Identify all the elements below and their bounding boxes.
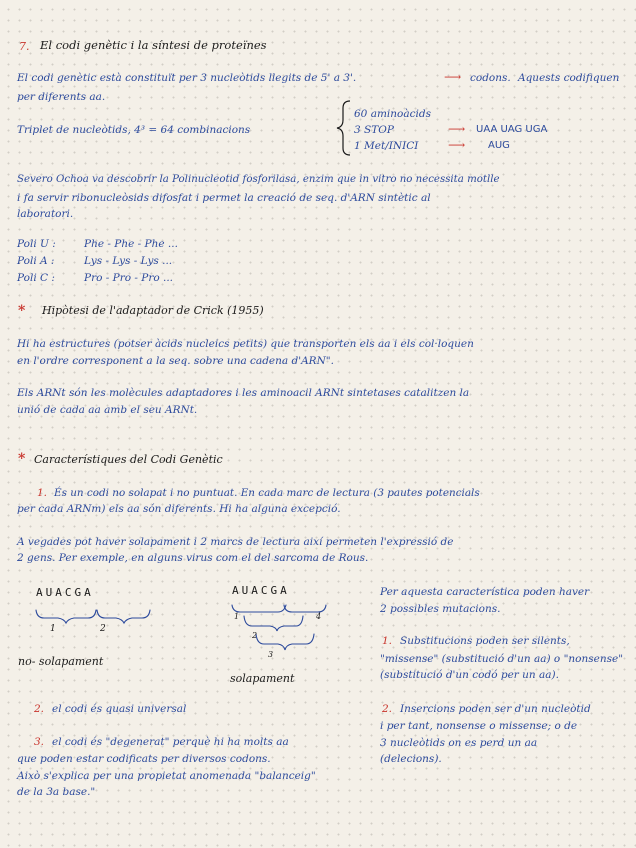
section-title: Hipòtesi de l'adaptador de Crick (1955) bbox=[42, 304, 264, 317]
frame-number: 4 bbox=[316, 612, 322, 621]
sequence-right: AUACGA bbox=[232, 584, 290, 597]
mutation-line: Substitucions poden ser silents, bbox=[400, 635, 570, 647]
mutation-line: (delecions). bbox=[380, 753, 442, 765]
intro-line: El codi genètic està constituït per 3 nucleòtids llegits de 5' a 3'. bbox=[17, 72, 357, 84]
ochoa-line: Severo Ochoa va descobrir la Polinucleotid fosforilasa, enzim que in vitro no necessita motlle bbox=[17, 174, 500, 185]
section-title: Característiques del Codi Genètic bbox=[34, 453, 223, 466]
mutation-number: 1. bbox=[382, 635, 393, 647]
mutation-number: 2. bbox=[382, 703, 393, 715]
poli-label: Poli U : bbox=[17, 238, 56, 250]
ochoa-line: i fa servir ribonucleòsids difosfat i permet la creació de seq. d'ARN sintètic al bbox=[17, 192, 431, 204]
sequence-left: AUACGA bbox=[36, 586, 94, 599]
frame-number: 3 bbox=[268, 650, 274, 659]
mutation-intro: 2 possibles mutacions. bbox=[380, 603, 501, 615]
poli-label: Poli C : bbox=[17, 272, 55, 284]
point-number: 3. bbox=[34, 736, 45, 748]
point-line: el codi és "degenerat" perquè hi ha molts aa bbox=[52, 736, 289, 748]
combo-item: 1 Met/INICI bbox=[354, 140, 419, 152]
label-non-overlap: no- solapament bbox=[18, 655, 104, 668]
point-number: 1. bbox=[37, 487, 48, 499]
point-line: de la 3a base." bbox=[17, 786, 96, 798]
section-number: 7. bbox=[19, 40, 30, 53]
arnt-line: Els ARNt són les molècules adaptadores i les aminoacil ARNt sintetases catalitzen la bbox=[17, 387, 470, 399]
combo-result: AUG bbox=[488, 140, 510, 151]
arrow-icon: ⟶ bbox=[448, 138, 466, 152]
poli-label: Poli A : bbox=[17, 255, 55, 267]
arrow-result: codons. bbox=[470, 72, 511, 84]
ochoa-line: laboratori. bbox=[17, 208, 74, 220]
arnt-line: unió de cada aa amb el seu ARNt. bbox=[17, 404, 198, 416]
poli-value: Lys - Lys - Lys ... bbox=[84, 255, 173, 267]
arrow-icon: ⟶ bbox=[448, 122, 466, 136]
poli-value: Phe - Phe - Phe ... bbox=[84, 238, 178, 250]
section-bullet: * bbox=[18, 451, 26, 467]
point-line: És un codi no solapat i no puntuat. En cada marc de lectura (3 pautes potencials bbox=[54, 487, 480, 499]
poli-value: Pro - Pro - Pro ... bbox=[84, 272, 174, 284]
frame-number: 1 bbox=[234, 612, 240, 621]
frame-number: 1 bbox=[50, 624, 56, 634]
point-line: Això s'explica per una propietat anomenada "balanceig" bbox=[17, 770, 316, 782]
frame-number: 2 bbox=[252, 631, 258, 640]
combo-item: 60 aminoàcids bbox=[354, 108, 431, 120]
label-overlap: solapament bbox=[230, 672, 295, 685]
point-line: el codi és quasi universal bbox=[52, 703, 187, 715]
overlap-line: 2 gens. Per exemple, en alguns virus com el del sarcoma de Rous. bbox=[17, 552, 369, 564]
combo-item: 3 STOP bbox=[354, 124, 394, 136]
point-line: que poden estar codificats per diversos codons. bbox=[17, 753, 271, 765]
mutation-line: i per tant, nonsense o missense; o de bbox=[380, 720, 578, 732]
mutation-line: (substitució d'un codó per un aa). bbox=[380, 669, 559, 681]
mutation-line: Insercions poden ser d'un nucleòtid bbox=[400, 703, 591, 715]
overlap-line: A vegades pot haver solapament i 2 marcs de lectura així permeten l'expressió de bbox=[17, 536, 454, 548]
point-line: per cada ARNm) els aa són diferents. Hi ha alguna excepció. bbox=[17, 503, 341, 515]
point-number: 2. bbox=[34, 703, 45, 715]
quote-line: en l'ordre corresponent a la seq. sobre una cadena d'ARN". bbox=[17, 355, 334, 367]
intro-line: per diferents aa. bbox=[17, 91, 106, 103]
mutation-line: "missense" (substitució d'un aa) o "nonsense" bbox=[380, 653, 624, 665]
combo-result: UAA UAG UGA bbox=[476, 124, 548, 135]
frame-number: 2 bbox=[100, 624, 106, 634]
arrow-icon: ⟶ bbox=[444, 70, 462, 84]
intro-line-tail: Aquests codifiquen bbox=[518, 72, 620, 84]
triplet-label: Triplet de nucleòtids, 4³ = 64 combinacions bbox=[17, 124, 251, 136]
section-bullet: * bbox=[18, 303, 26, 319]
quote-line: Hi ha estructures (potser àcids nucleics petits) que transporten els aa i els col·loquen bbox=[17, 338, 474, 350]
mutation-intro: Per aquesta característica poden haver bbox=[380, 586, 590, 598]
section-title: El codi genètic i la síntesi de proteïnes bbox=[40, 38, 267, 52]
mutation-line: 3 nucleòtids on es perd un aa bbox=[380, 737, 538, 749]
